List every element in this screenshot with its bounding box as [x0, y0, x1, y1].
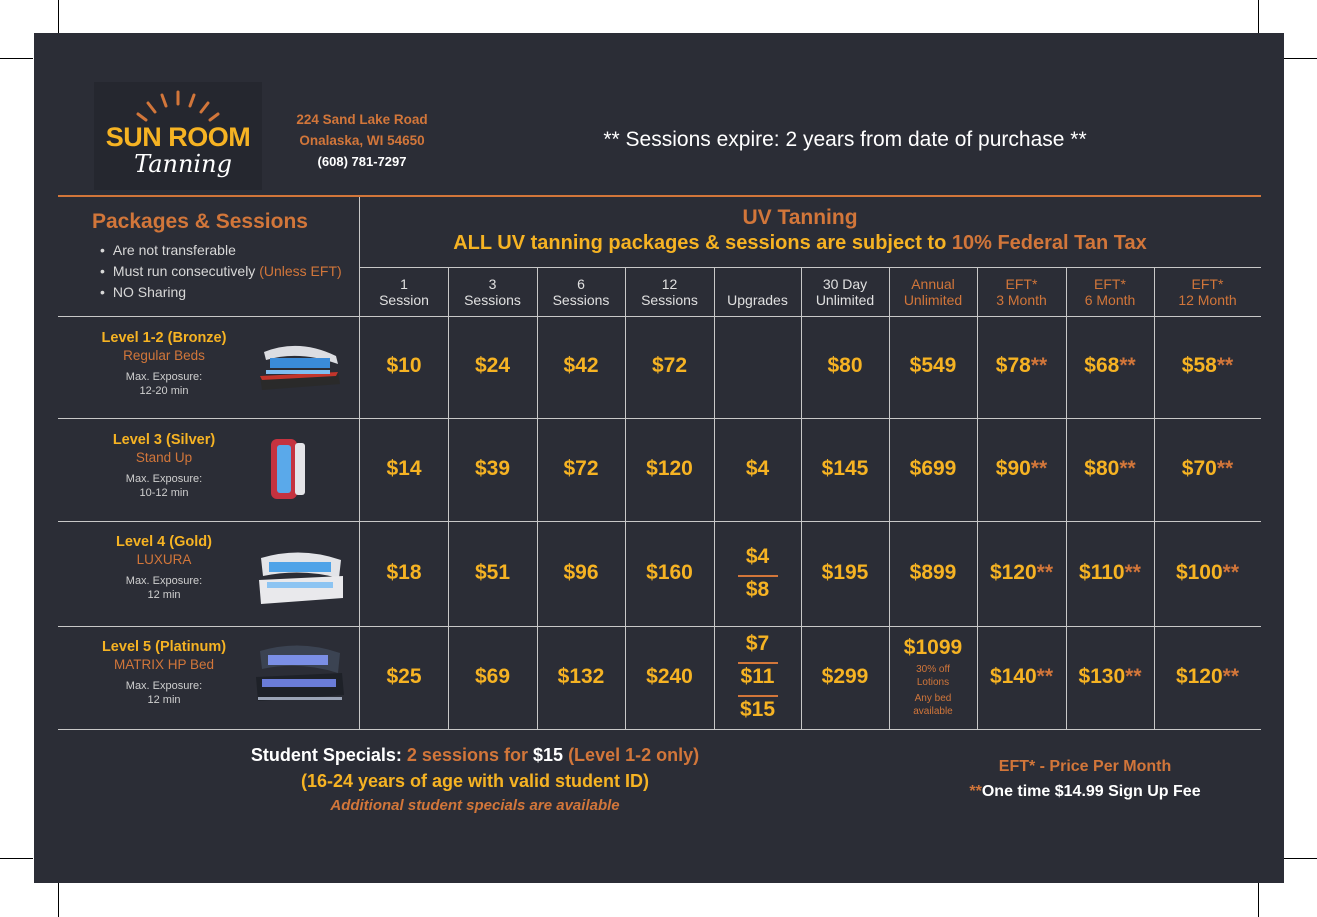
- annual-note: Lotions: [916, 677, 950, 688]
- exposure-time: 12 min: [147, 694, 181, 706]
- exposure-time: 12 min: [147, 589, 181, 601]
- student-more-note: Additional student specials are available: [330, 797, 620, 814]
- uv-subtitle: ALL UV tanning packages & sessions are subject to 10% Federal Tan Tax: [453, 232, 1147, 254]
- column-header: EFT* 6 Month: [1084, 276, 1136, 308]
- upgrade-divider: [738, 695, 778, 697]
- grid-line: [58, 316, 1261, 317]
- rule-note: (Unless EFT): [259, 263, 342, 279]
- price-cell: $25: [386, 664, 422, 688]
- grid-line: [977, 267, 978, 730]
- grid-line: [1066, 267, 1067, 730]
- annual-note: available: [913, 706, 953, 717]
- column-header: 6 Sessions: [552, 276, 610, 308]
- column-header: Annual Unlimited: [903, 276, 963, 308]
- level-bed-type: Regular Beds: [123, 348, 205, 363]
- price-cell: $80**: [1084, 456, 1136, 480]
- price-cell: $51: [474, 560, 511, 584]
- price-cell: $299: [821, 664, 869, 688]
- price-cell: $39: [474, 456, 511, 480]
- student-age-note: (16-24 years of age with valid student ID): [300, 771, 650, 791]
- level-name: Level 5 (Platinum): [101, 639, 227, 655]
- price-cell: $132: [557, 664, 605, 688]
- grid-line: [58, 418, 1261, 419]
- price-cell: $120**: [989, 560, 1054, 584]
- standup-booth-icon: [267, 437, 309, 501]
- column-header: Upgrades: [727, 292, 788, 308]
- grid-line: [801, 267, 802, 730]
- grid-line: [359, 267, 1261, 268]
- price-cell: $549: [909, 354, 957, 377]
- grid-line: [58, 521, 1261, 522]
- price-cell: $1099: [903, 636, 963, 659]
- upgrade-price: $11: [740, 665, 775, 688]
- exposure-label: Max. Exposure:: [125, 575, 203, 587]
- upgrade-price: $8: [745, 577, 770, 601]
- level-bed-type: Stand Up: [135, 450, 193, 465]
- price-cell: $14: [386, 456, 422, 480]
- grid-line: [58, 626, 1261, 627]
- column-header: 12 Sessions: [641, 276, 698, 308]
- rule-item: • Must run consecutively (Unless EFT): [100, 261, 342, 282]
- crop-mark: [58, 0, 59, 33]
- packages-title: Packages & Sessions: [92, 210, 308, 233]
- price-cell: $72: [651, 354, 688, 377]
- column-header: 30 Day Unlimited: [815, 276, 875, 308]
- tanning-bed-luxura-icon: [257, 548, 345, 606]
- upgrade-price: $4: [745, 544, 770, 568]
- expiry-notice: ** Sessions expire: 2 years from date of purchase **: [603, 128, 1087, 151]
- phone: (608) 781-7297: [317, 154, 407, 169]
- grid-line: [714, 267, 715, 730]
- exposure-label: Max. Exposure:: [125, 473, 203, 485]
- price-cell: $58**: [1181, 354, 1234, 377]
- price-cell: $24: [474, 354, 511, 377]
- price-cell: $160: [646, 560, 693, 584]
- upgrade-price: $7: [745, 632, 770, 655]
- column-header: 3 Sessions: [464, 276, 521, 308]
- annual-note: Any bed: [914, 693, 952, 704]
- price-cell: $78**: [995, 354, 1048, 377]
- level-name: Level 3 (Silver): [112, 432, 216, 448]
- price-cell: $68**: [1084, 354, 1136, 377]
- price-cell: $96: [563, 560, 599, 584]
- packages-rules: [100, 240, 342, 303]
- crop-mark: [58, 883, 59, 917]
- tanning-bed-open-icon: [254, 342, 344, 398]
- price-cell: $18: [386, 560, 422, 584]
- grid-line: [1154, 267, 1155, 730]
- logo-script: Tanning: [134, 150, 232, 178]
- price-cell: $90**: [995, 456, 1048, 480]
- upgrade-price: $15: [739, 698, 776, 721]
- eft-title: EFT* - Price Per Month: [998, 758, 1172, 775]
- level-name: Level 4 (Gold): [116, 534, 212, 550]
- eft-fee: **One time $14.99 Sign Up Fee: [969, 783, 1201, 800]
- grid-line: [889, 267, 890, 730]
- tanning-bed-matrix-icon: [252, 643, 348, 707]
- upgrade-divider: [738, 575, 778, 577]
- price-cell: $140**: [989, 664, 1054, 688]
- level-bed-type: LUXURA: [136, 552, 192, 567]
- price-cell: $240: [646, 664, 693, 688]
- crop-mark: [1284, 858, 1317, 859]
- upgrade-divider: [738, 662, 778, 664]
- address-line2: Onalaska, WI 54650: [299, 133, 425, 148]
- price-cell: $80: [827, 354, 863, 377]
- price-cell: $69: [474, 664, 511, 688]
- column-header: EFT* 3 Month: [996, 276, 1047, 308]
- column-header: 1 Session: [379, 276, 429, 308]
- address-line1: 224 Sand Lake Road: [296, 112, 428, 127]
- rule-item: • NO Sharing: [100, 282, 342, 303]
- grid-line: [625, 267, 626, 730]
- exposure-time: 12-20 min: [139, 385, 189, 397]
- crop-mark: [0, 858, 33, 859]
- exposure-time: 10-12 min: [139, 487, 189, 499]
- level-bed-type: MATRIX HP Bed: [113, 657, 215, 672]
- crop-mark: [1258, 0, 1259, 33]
- price-cell: $120**: [1175, 664, 1240, 688]
- price-cell: $10: [386, 354, 422, 377]
- header-divider: [58, 195, 1261, 197]
- logo-text: SUN ROOM: [105, 122, 251, 152]
- price-cell: $699: [909, 456, 957, 480]
- student-specials: Student Specials: 2 sessions for $15 (Level 1-2 only): [250, 745, 700, 765]
- price-cell: $120: [646, 456, 693, 480]
- price-cell: $4: [745, 456, 770, 480]
- price-cell: $42: [563, 354, 599, 377]
- price-cell: $145: [821, 456, 869, 480]
- price-cell: $72: [563, 456, 599, 480]
- price-cell: $899: [909, 560, 957, 584]
- annual-note: 30% off: [916, 664, 950, 675]
- grid-line: [537, 267, 538, 730]
- uv-title: UV Tanning: [742, 206, 858, 229]
- grid-line: [448, 267, 449, 730]
- tan-tax: 10% Federal Tan Tax: [951, 232, 1147, 254]
- crop-mark: [0, 58, 33, 59]
- grid-line: [58, 729, 1261, 730]
- crop-mark: [1284, 58, 1317, 59]
- price-cell: $195: [821, 560, 869, 584]
- price-cell: $100**: [1175, 560, 1240, 584]
- rule-item: • Are not transferable: [100, 240, 342, 261]
- price-cell: $130**: [1078, 664, 1142, 688]
- price-cell: $110**: [1079, 560, 1141, 584]
- level-name: Level 1-2 (Bronze): [101, 330, 227, 346]
- exposure-label: Max. Exposure:: [125, 680, 203, 692]
- crop-mark: [1258, 883, 1259, 917]
- exposure-label: Max. Exposure:: [125, 371, 203, 383]
- column-header: EFT* 12 Month: [1178, 276, 1237, 308]
- price-cell: $70**: [1181, 456, 1234, 480]
